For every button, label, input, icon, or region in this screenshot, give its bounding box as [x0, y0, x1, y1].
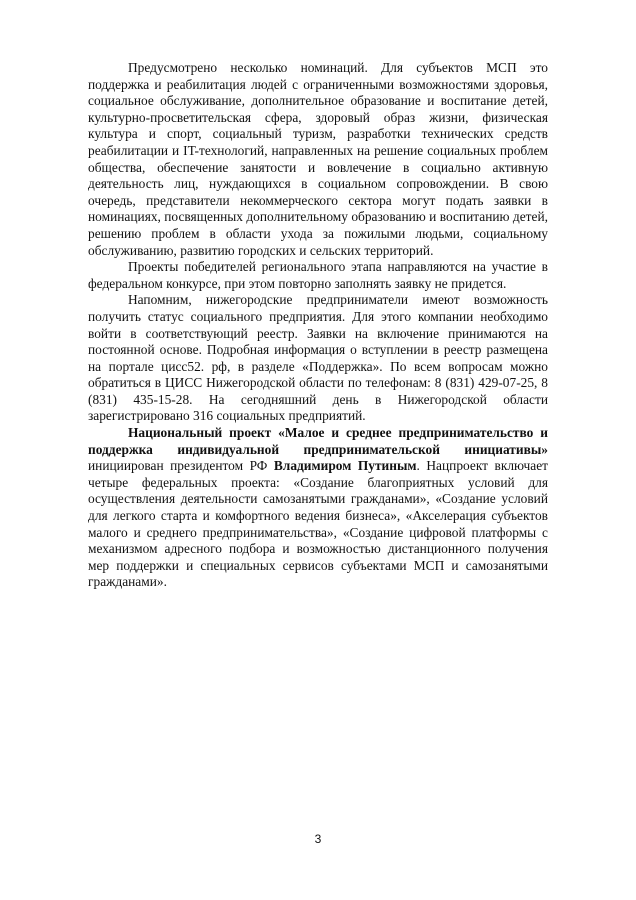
paragraph-social-enterprise-status: Напомним, нижегородские предприниматели имеют возможность получить статус социального предприятия. Для этого компании необходимо войти в соответствующий реестр. Заявки на включение принимаются на постоянной основе. Подробная информация о вступлении в реестр размещена на портале цисс52. рф, в разделе «Поддержка». По всем вопросам можно обратиться в ЦИСС Нижегородской области по телефонам: 8 (831) 429-07-25, 8 (831) 435-15-28. На сегодняшний день в Нижегородской области зарегистрировано 316 социальных предприятий. — [88, 292, 548, 424]
national-project-text-b: . Нацпроект включает четыре федеральных проекта: «Создание благоприятных условий для осуществления деятельности самозанятыми гражданами», «Создание условий для легкого старта и комфортного ведения бизнеса», «Акселерация субъектов малого и среднего предпринимательства», «Создание цифровой платформы с механизмом адресного подбора и возможностью дистанционного получения мер поддержки и специальных сервисов субъектами МСП и самозанятыми гражданами». — [88, 458, 548, 590]
page-number: 3 — [314, 832, 322, 846]
paragraph-national-project — [88, 425, 548, 591]
national-project-title: Национальный проект «Малое и среднее предпринимательство и поддержка индивидуальной предпринимательской инициативы» — [88, 425, 548, 457]
paragraph-nominations: Предусмотрено несколько номинаций. Для субъектов МСП это поддержка и реабилитация людей с ограниченными возможностями здоровья, социальное обслуживание, дополнительное образование и воспитание детей, культурно-просветительская сфера, здоровый образ жизни, физическая культура и спорт, социальный туризм, разработки технических средств реабилитации и IT-технологий, направленных на решение социальных проблем общества, обеспечение занятости и вовлечение в социально активную деятельность лиц, нуждающихся в социальном сопровождении. В свою очередь, представители некоммерческого сектора могут подать заявки в номинациях, посвященных дополнительному образованию и воспитанию детей, решению проблем в области ухода за пожилыми людьми, социальному обслуживанию, развитию городских и сельских территорий. — [88, 60, 548, 258]
document-page — [88, 60, 548, 591]
paragraph-federal-contest: Проекты победителей регионального этапа направляются на участие в федеральном конкурсе, при этом повторно заполнять заявку не придется. — [88, 259, 548, 291]
president-name: Владимиром Путиным — [273, 458, 417, 474]
national-project-text-a: инициирован президентом РФ — [88, 458, 274, 474]
